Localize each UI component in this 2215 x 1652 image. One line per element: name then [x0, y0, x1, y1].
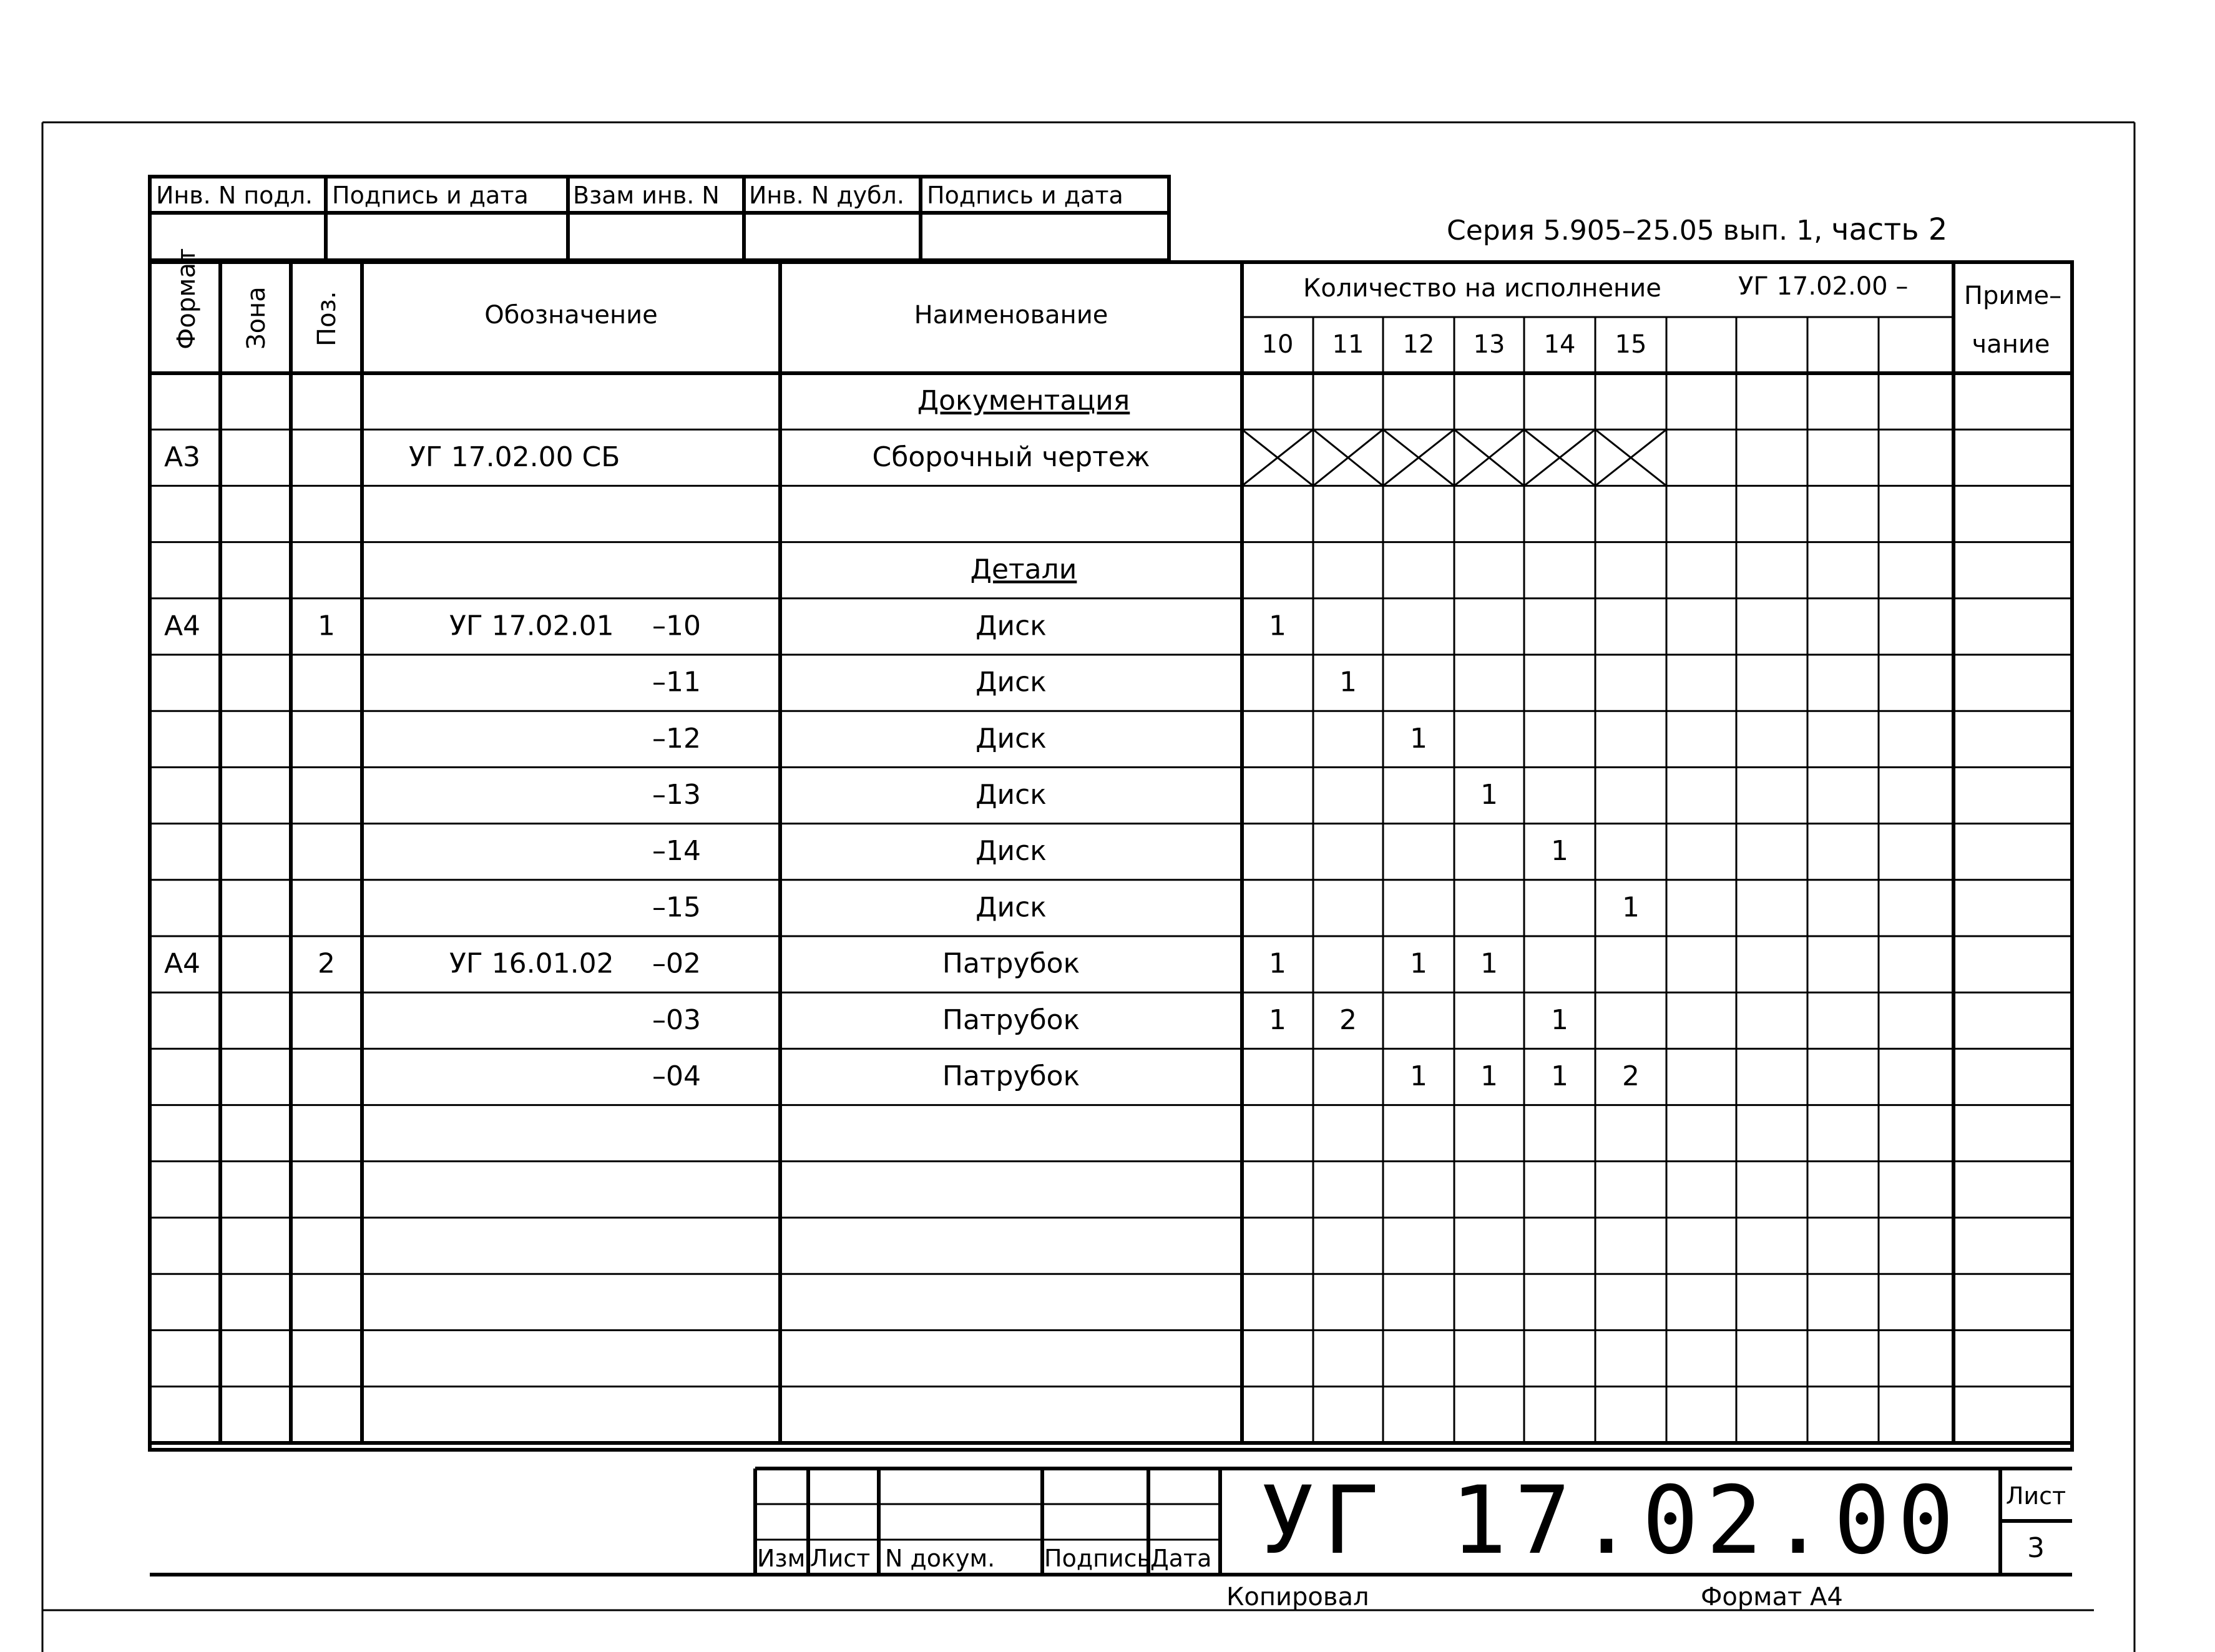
variant-header: 11 [1332, 330, 1364, 359]
row-quantity: 1 [1269, 947, 1286, 980]
row-suffix: –04 [652, 1060, 701, 1093]
variant-header: 15 [1615, 330, 1647, 359]
sheet-label: Лист [2005, 1482, 2066, 1510]
row-position: 1 [318, 610, 335, 642]
table-row [164, 429, 1666, 486]
row-name: Диск [975, 891, 1047, 924]
series-line: Серия 5.905–25.05 вып. 1, часть 2 [1447, 212, 1948, 247]
row-suffix: –14 [652, 835, 701, 868]
footer-copied: Копировал [1226, 1583, 1369, 1611]
change-label-date: Дата [1150, 1545, 1212, 1572]
table-row [652, 1004, 1568, 1036]
row-quantity: 1 [1410, 722, 1427, 755]
row-lines [150, 429, 2072, 1386]
row-suffix: –15 [652, 891, 701, 924]
table-row [652, 835, 1568, 867]
table-row [652, 1060, 1640, 1092]
row-name: Патрубок [942, 1060, 1080, 1093]
header-position: Поз. [313, 291, 341, 346]
change-label-sheet: Лист [810, 1545, 871, 1572]
row-suffix: –11 [652, 666, 701, 698]
header-format: Формат [172, 248, 201, 349]
row-name: Диск [975, 779, 1047, 811]
variant-header: 10 [1261, 330, 1294, 359]
variant-header: 13 [1473, 330, 1505, 359]
row-name: Диск [975, 722, 1047, 755]
row-suffix: –12 [652, 722, 701, 755]
row-format: А3 [164, 441, 201, 473]
table-row [971, 554, 1077, 585]
row-quantity: 2 [1622, 1060, 1640, 1093]
header-zone: Зона [242, 286, 271, 349]
row-quantity: 2 [1339, 1004, 1357, 1036]
header-note-bottom: чание [1972, 330, 2050, 359]
row-position: 2 [318, 947, 335, 980]
header-quantity: Количество на исполнение [1303, 274, 1661, 303]
row-suffix: –03 [652, 1004, 701, 1036]
sheet-number: 3 [2027, 1532, 2045, 1564]
change-label-doc: N докум. [885, 1545, 995, 1572]
table-row [652, 891, 1640, 923]
table-row [917, 385, 1130, 417]
row-quantity: 1 [1551, 1004, 1568, 1036]
spec-table-body [164, 385, 1666, 1092]
row-quantity: 1 [1551, 835, 1568, 868]
table-row [652, 667, 1357, 698]
header-note-top: Приме– [1963, 281, 2062, 310]
table-row [652, 723, 1427, 755]
archive-label-inv-orig: Инв. N подл. [156, 182, 313, 209]
row-quantity: 1 [1269, 610, 1286, 642]
document-code: УГ 17.02.00 [1259, 1467, 1962, 1575]
row-designation: УГ 17.02.01 [449, 610, 614, 642]
row-name: Диск [975, 666, 1047, 698]
row-quantity: 1 [1622, 891, 1640, 924]
row-name: Диск [975, 610, 1047, 642]
outer-frame [42, 122, 2134, 1652]
row-quantity: 1 [1480, 1060, 1498, 1093]
row-quantity: 1 [1410, 1060, 1427, 1093]
row-name: Сборочный чертеж [872, 441, 1150, 473]
row-name: Патрубок [942, 1004, 1080, 1036]
row-quantity: 1 [1269, 1004, 1286, 1036]
row-name: Диск [975, 835, 1047, 868]
row-designation: УГ 16.01.02 [449, 947, 614, 980]
variant-header: 12 [1402, 330, 1435, 359]
row-quantity: 1 [1551, 1060, 1568, 1093]
table-header [172, 248, 2061, 359]
archive-label-signature-1: Подпись и дата [332, 182, 529, 209]
section-heading: Детали [970, 554, 1077, 586]
row-quantity: 1 [1339, 666, 1357, 698]
row-suffix: –02 [652, 947, 701, 980]
spec-table-frame [150, 262, 2072, 1450]
row-suffix: –13 [652, 779, 701, 811]
row-format: А4 [164, 610, 201, 642]
header-name: Наименование [914, 301, 1108, 330]
variant-header: 14 [1543, 330, 1576, 359]
row-format: А4 [164, 947, 201, 980]
header-base-code: УГ 17.02.00 – [1738, 272, 1909, 301]
archive-label-replaced: Взам инв. N [573, 182, 720, 209]
row-designation: УГ 17.02.00 СБ [409, 441, 620, 473]
section-heading: Документация [917, 384, 1130, 417]
archive-label-signature-2: Подпись и дата [927, 182, 1123, 209]
header-designation: Обозначение [484, 301, 658, 330]
table-row [164, 610, 1286, 642]
change-label-izm: Изм. [757, 1545, 813, 1572]
title-block [150, 1467, 2072, 1575]
row-quantity: 1 [1480, 779, 1498, 811]
row-suffix: –10 [652, 610, 701, 642]
table-row [164, 948, 1498, 980]
footer-format: Формат А4 [1701, 1583, 1843, 1611]
change-label-signature: Подпись [1044, 1545, 1151, 1572]
archive-strip [150, 177, 1169, 260]
row-quantity: 1 [1480, 947, 1498, 980]
archive-label-inv-dup: Инв. N дубл. [749, 182, 904, 209]
row-name: Патрубок [942, 947, 1080, 980]
row-quantity: 1 [1410, 947, 1427, 980]
